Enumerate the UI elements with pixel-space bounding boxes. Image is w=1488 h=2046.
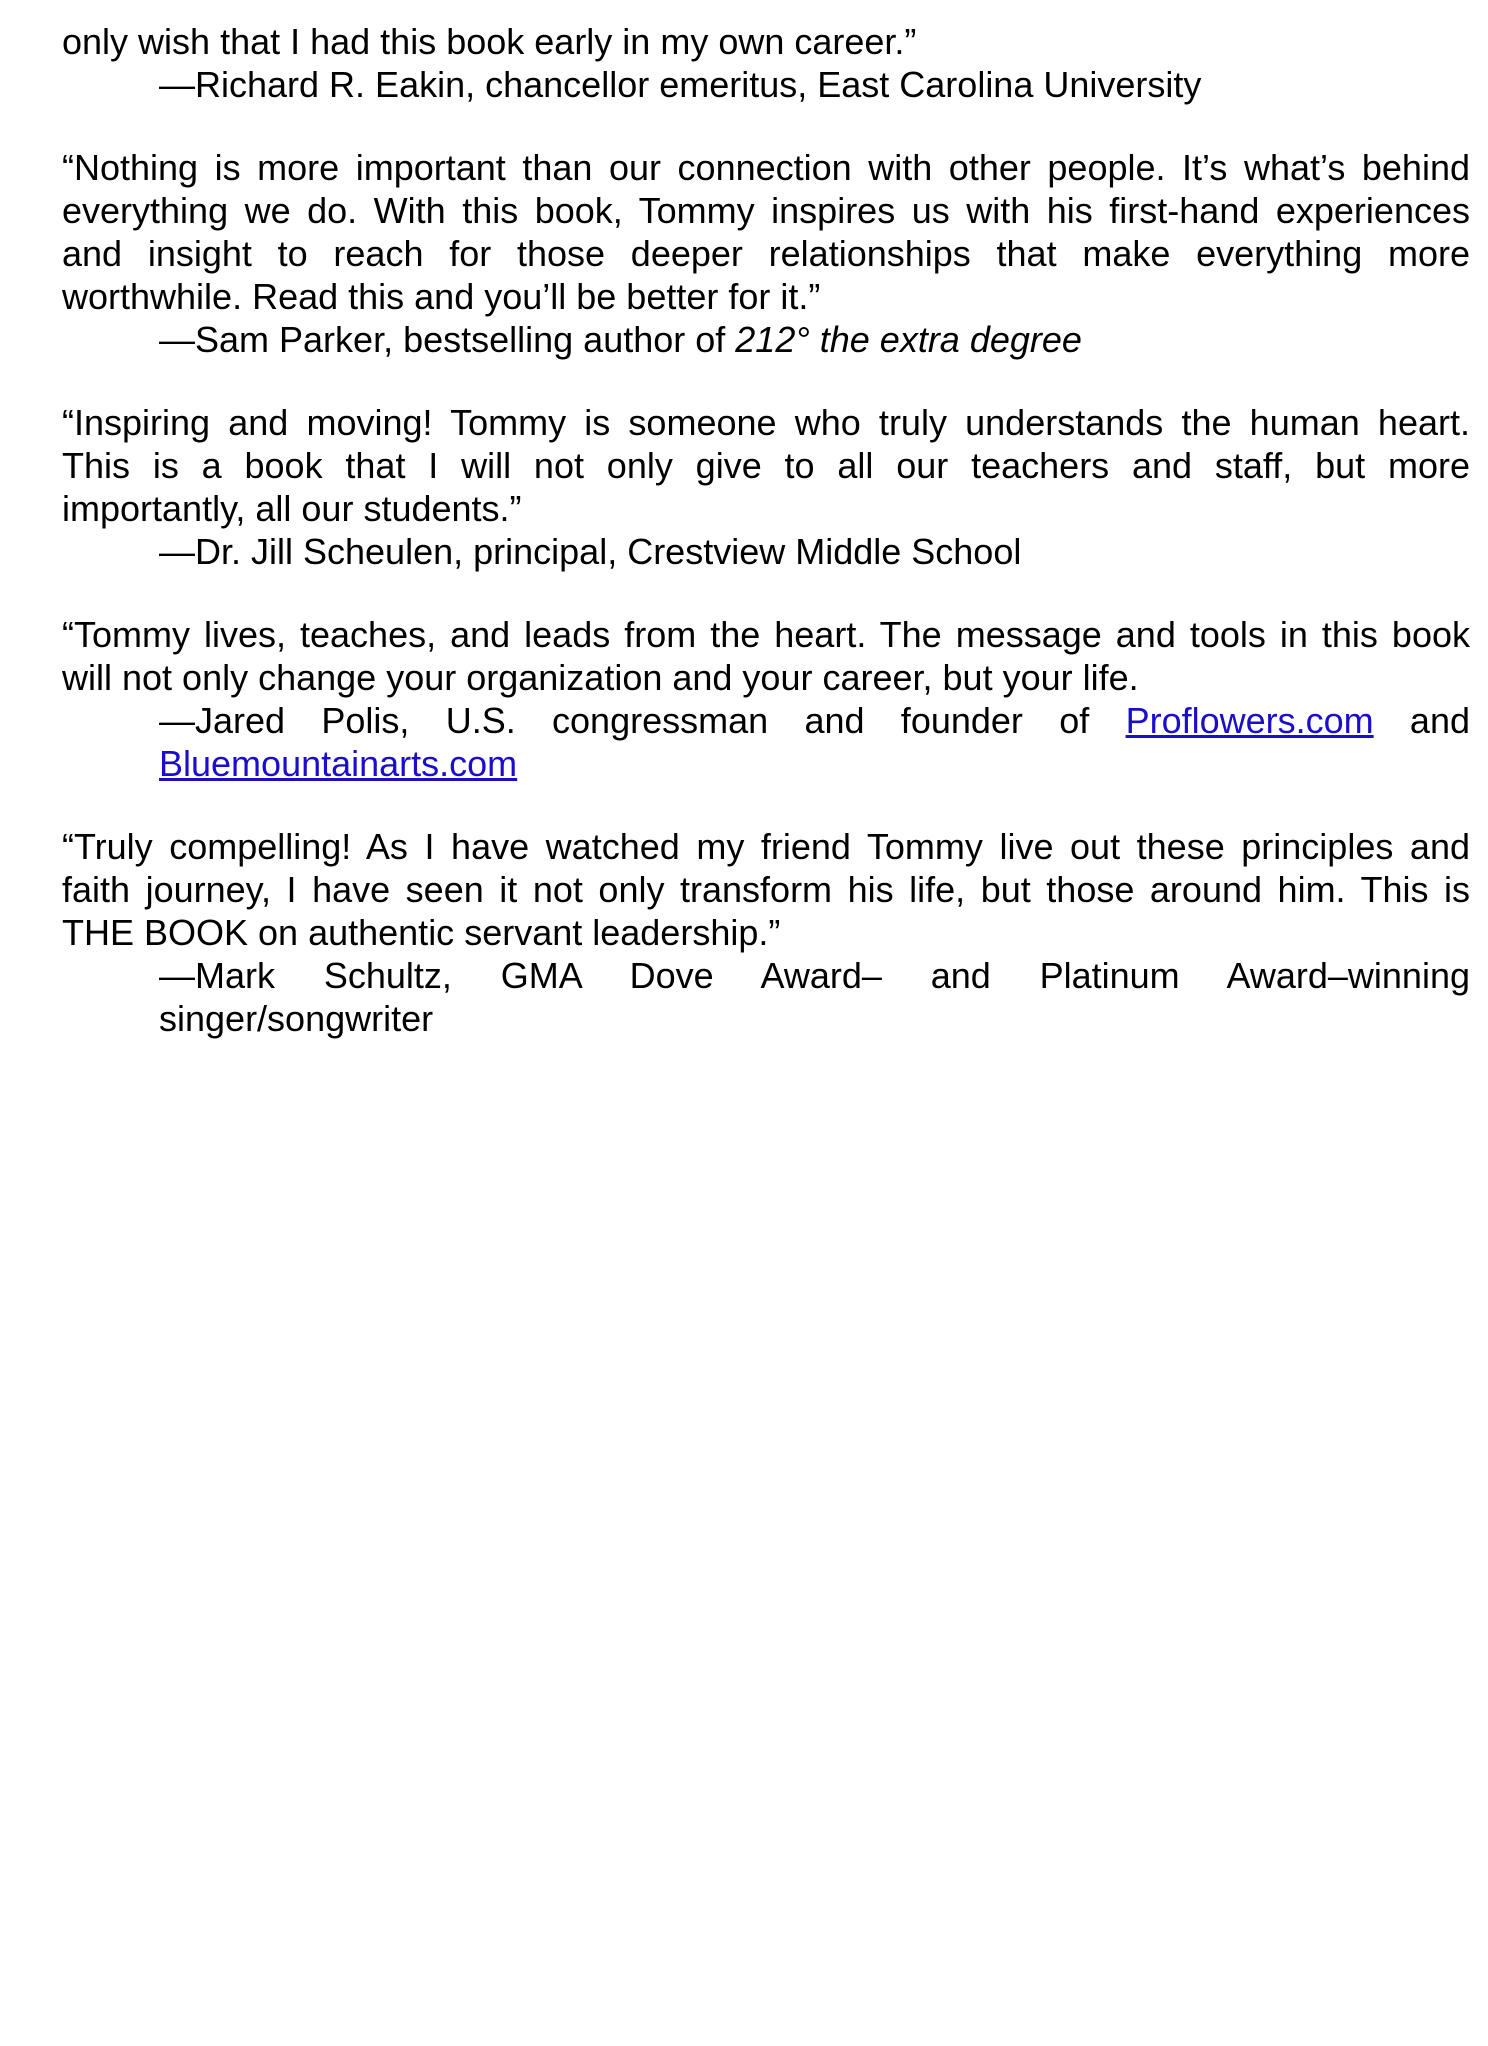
attribution-continued xyxy=(62,742,1470,785)
quote-line: faith journey, I have seen it not only transform his life, but those around him. This is xyxy=(62,869,1470,910)
quote-line: importantly, all our students.” xyxy=(62,488,522,529)
attribution-text: and xyxy=(1373,700,1470,741)
spacer xyxy=(62,361,1470,401)
spacer xyxy=(62,785,1470,825)
quote-line: only wish that I had this book early in my own career.” xyxy=(62,21,917,62)
quote-line: and insight to reach for those deeper relationships that make everything more xyxy=(62,233,1470,274)
quote-line: This is a book that I will not only give to all our teachers and staff, but more xyxy=(62,445,1470,486)
quote-line: “Nothing is more important than our connection with other people. It’s what’s behind xyxy=(62,147,1470,188)
endorsement-parker xyxy=(62,146,1470,361)
attribution: —Mark Schultz, GMA Dove Award– and Platinum Award–winning xyxy=(159,955,1470,996)
spacer xyxy=(62,573,1470,613)
bluemountainarts-link[interactable]: Bluemountainarts.com xyxy=(159,743,518,784)
attribution: —Dr. Jill Scheulen, principal, Crestview Middle School xyxy=(159,531,1022,572)
attribution xyxy=(62,699,1470,742)
quote-line: everything we do. With this book, Tommy inspires us with his first-hand experiences xyxy=(62,190,1470,231)
spacer xyxy=(62,106,1470,146)
quote-line: THE BOOK on authentic servant leadership.” xyxy=(62,912,781,953)
proflowers-link[interactable]: Proflowers.com xyxy=(1125,700,1374,741)
endorsement-polis xyxy=(62,613,1470,785)
quote-line: “Tommy lives, teaches, and leads from the heart. The message and tools in this book xyxy=(62,614,1470,655)
endorsements-page xyxy=(62,20,1470,1040)
attribution-text: —Jared Polis, U.S. congressman and founder of xyxy=(159,700,1126,741)
quote-line: worthwhile. Read this and you’ll be better for it.” xyxy=(62,276,821,317)
book-title: 212° the extra degree xyxy=(735,319,1082,360)
endorsement-scheulen xyxy=(62,401,1470,573)
endorsement-schultz xyxy=(62,825,1470,1040)
attribution-text: —Sam Parker, bestselling author of xyxy=(159,319,736,360)
attribution xyxy=(62,318,1470,361)
quote-line: will not only change your organization and your career, but your life. xyxy=(62,657,1139,698)
quote-line: “Inspiring and moving! Tommy is someone who truly understands the human heart. xyxy=(62,402,1470,443)
attribution-continued: singer/songwriter xyxy=(159,998,434,1039)
attribution: —Richard R. Eakin, chancellor emeritus, East Carolina University xyxy=(159,64,1202,105)
quote-line: “Truly compelling! As I have watched my friend Tommy live out these principles and xyxy=(62,826,1470,867)
endorsement-eakin xyxy=(62,20,1470,106)
